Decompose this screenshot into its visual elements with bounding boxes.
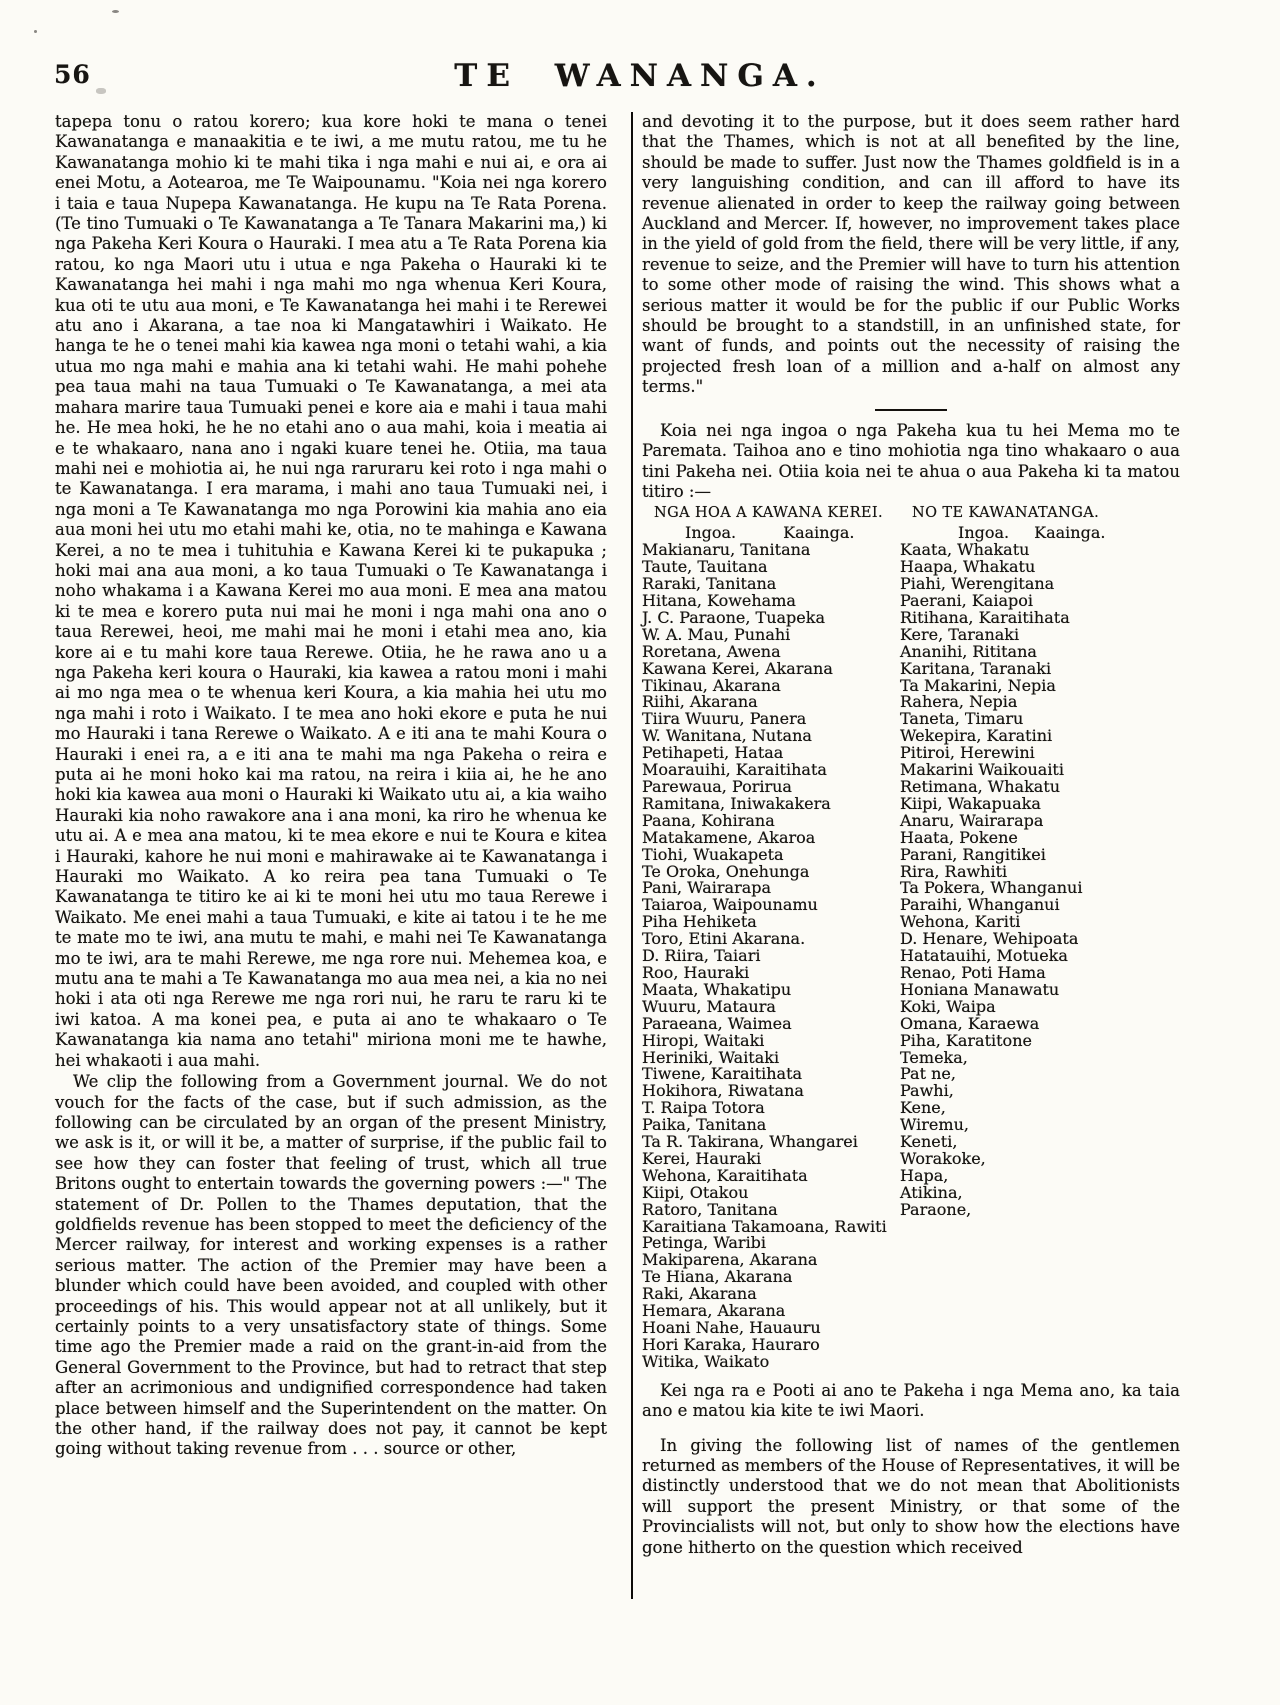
member-entry-kerei: Makianaru, Tanitana [642,540,811,560]
member-entry-kerei: W. Wanitana, Nutana [642,726,812,746]
member-entry-kerei: Ta R. Takirana, Whangarei [642,1132,858,1152]
member-entry-kerei: Hitana, Kowehama [642,591,796,611]
list-row [642,1030,1180,1050]
member-entry-kerei: Ratoro, Tanitana [642,1199,778,1219]
member-entry-kawanatanga: Ananihi, Rititana [900,641,1037,661]
member-entry-kerei: Petihapeti, Hataa [642,743,784,763]
right-column [642,112,1180,1558]
member-entry-kawanatanga: Wiremu, [900,1115,969,1135]
paragraph-maori-government-critique: tapepa tonu o ratou korero; kua kore hoki te mana o tenei Kawanatanga e manaakitia e te iwi, a me mutu ratou, me tu he Kawanatanga mohio ki te mahi tika i nga mahi e nui ai, e ora ai enei Motu, a Aotearoa, me Te Waipounamu. "Koia nei nga korero i taia e taua Nupepa Kawanatanga. He kupu na Te Rata Porena. (Te tino Tumuaki o Te Kawanatanga a Te Tanara Makarini ma,) ki nga Pakeha Keri Koura o Hauraki. I mea atu a Te Rata Porena kia ratou, ko nga Maori utu i utua e nga Pakeha o Hauraki ki te Kawanatanga hei mahi i nga mahi mo nga whenua Keri Koura, kua oti te utu aua moni, e Te Kawanatanga hei mahi i te Rerewei atu ano i Akarana, a tae noa ki Mangatawhiri i Waikato. He hanga te he o tenei mahi kia kawea nga moni o tetahi wahi, a kia utua mo nga mahi e mahia ana ki tetahi wahi. He mahi pohehe pea taua mahi na taua Tumuaki o Te Kawanatanga, a mei ata mahara marire taua Tumuaki penei e kore aia e mahi i taua mahi he. He mea hoki, he he no etahi ano o aua mahi, koia i meatia ai e te whakaaro, nana ano i ngaki kuare tenei he. Otiia, ma taua mahi nei e mohiotia ai, he nui nga raruraru kei roto i nga mahi o te Kawanatanga. I era marama, i mahi ano taua Tumuaki nei, i nga moni a Te Kawanatanga mo nga Porowini kia mahia ano eia aua moni hei utu mo etahi mahi ke, otia, no te mahinga e Kawana Kerei, a no te mea i tuhituhia e Kawana Kerei ki te pukapuka ; hoki mai ana aua moni, a ko taua Tumuaki o Te Kawanatanga i noho whakama i a Kawana Kerei mo aua moni. E mea ana matou ki te mea e korero puta nui mai he moni i nga mahi ona ano o taua Rerewei, heoi, me mahi mai he moni i etahi mea ano, kia kore ai e tu mahi kore taua Rerewe. Otiia, he he rawa ano u a nga Pakeha keri koura o Hauraki, kia kawea a ratou moni i mahi ai mo nga mea o te whenua keri Koura, a kia mahia hei utu mo nga mahi i roto i Waikato. I te mea ano hoki ekore e puta he nui mo Hauraki i tana Rerewe o Waikato. A e iti ana te mahi Koura o Hauraki i enei ra, a e iti ana te mahi ma nga Pakeha o reira e puta ai he moni hoko kai ma ratou, na reira i kiia ai, he he ano hoki kia kawea aua moni o Hauraki ki Waikato utu ai, a kia waiho Hauraki kia noho rawakore ana i ana moni, ka riro he whenua ke utu ai. A e mea ana matou, ki te mea ekore e nui te Koura e kitea i Hauraki, kahore he nui moni e mahirawake ai te Kawanatanga i Hauraki mo Waikato. A ko reira pea tana Tumuaki o Te Kawanatanga te titiro ke ai ki te moni hei utu mo taua Rerewe i Waikato. Me enei mahi a taua Tumuaki, e kite ai tatou i te he me te mate mo te iwi, ana mutu te mahi, e mahi nei Te Kawanatanga mo te iwi, ara te mahi Rerewe, me nga rore nui. Mehemea koa, e mutu ana te mahi a Te Kawanatanga mo aua mea nei, a kia no nei hoki i ata oti nga Rerewe me nga rori nui, he raru te raru ki te iwi katoa. A ma konei pea, e puta ai ano te whakaaro o Te Kawanatanga kia nama ano tetahi" miriona moni me te hawhe, hei whakaoti i aua mahi. [55,112,607,1070]
member-entry-kerei: Hoani Nahe, Hauauru [642,1318,821,1337]
member-entry-kerei: Taiaroa, Waipounamu [642,895,818,915]
member-entry-kerei: Tikinau, Akarana [642,675,781,695]
page-number: 56 [54,60,91,89]
member-entry-kawanatanga: Wehona, Kariti [900,912,1021,932]
members-list [642,504,1180,1370]
member-entry-kawanatanga: Rahera, Nepia [900,692,1018,712]
left-column [55,112,607,1460]
member-entry-kawanatanga: Kaata, Whakatu [900,540,1030,560]
member-entry-kawanatanga: Paerani, Kaiapoi [900,591,1033,611]
member-entry-kerei: Tiira Wuuru, Panera [642,709,807,729]
member-entry-kawanatanga [900,1303,1180,1320]
member-entry-kerei: Raki, Akarana [642,1284,757,1304]
member-entry-kerei: J. C. Paraone, Tuapeka [642,607,825,627]
member-entry-kawanatanga [900,1286,1180,1303]
paragraph-english-elections-note: In giving the following list of names of the gentlemen returned as members of the House of Representatives, it will be distinctly understood that we do not mean that Abolitionists will support the present Ministry, or that some of the Provincialists will not, but only to show how the elections have gone hitherto on the question which received [642,1435,1180,1557]
list-header-kawana-kerei: NGA HOA A KAWANA KEREI. [654,505,884,522]
member-entry-kawanatanga: Makarini Waikouaiti [900,760,1064,780]
member-entry-kerei: Paana, Kohirana [642,810,775,830]
member-entry-kawanatanga: Paraihi, Whanganui [900,895,1060,915]
member-entry-kerei: Makiparena, Akarana [642,1250,818,1270]
member-entry-kerei: Tiohi, Wuakapeta [642,844,784,864]
member-entry-kawanatanga: Haapa, Whakatu [900,557,1036,577]
subheader-ingoa-left: Ingoa. [685,523,737,543]
member-entry-kawanatanga: Atikina, [900,1182,963,1202]
two-column-layout [0,112,1280,1599]
member-entry-kerei: Toro, Etini Akarana. [642,929,806,949]
member-entry-kerei: Raraki, Tanitana [642,574,777,594]
paragraph-maori-pooti-note: Kei nga ra e Pooti ai ano te Pakeha i nga Mema ano, ka taia ano e matou kia kite te iwi Maori. [642,1380,1180,1421]
member-entry-kerei: Hemara, Akarana [642,1301,786,1321]
list-row [642,844,1180,864]
member-entry-kerei: Hokihora, Riwatana [642,1081,804,1101]
subheader-kaainga-left: Kaainga. [783,523,855,543]
list-row [642,1351,1180,1371]
member-entry-kawanatanga: Ta Pokera, Whanganui [900,878,1083,898]
member-entry-kerei: Ramitana, Iniwakakera [642,793,831,813]
paragraph-maori-members-intro: Koia nei nga ingoa o nga Pakeha kua tu hei Mema mo te Paremata. Taihoa ano e tino mohiotia nga tino whakaaro o aua tini Pakeha nei. Otiia koia nei te ahua o aua Pakeha ki ta matou titiro :— [642,420,1180,501]
member-entry-kerei: Petinga, Waribi [642,1233,767,1253]
member-entry-kawanatanga: Haata, Pokene [900,827,1018,847]
member-entry-kawanatanga: Worakoke, [900,1148,986,1168]
member-entry-kerei: W. A. Mau, Punahi [642,624,791,644]
member-entry-kawanatanga [900,1337,1180,1354]
member-entry-kawanatanga: Karitana, Taranaki [900,658,1052,678]
member-entry-kawanatanga: Ta Makarini, Nepia [900,675,1056,695]
paragraph-english-thames-continuation: and devoting it to the purpose, but it does seem rather hard that the Thames, which is not at all benefited by the line, should be made to suffer. Just now the Thames goldfield is in a very languishing condition, and can ill afford to have its revenue alienated in order to keep the railway going between Auckland and Mercer. If, however, no improvement takes place in the yield of gold from the field, there will be very little, if any, revenue to seize, and the Premier will have to turn his attention to some other mode of raising the wind. This shows what a serious matter it would be for the public if our Public Works should be brought to a standstill, in an unfinished state, for want of funds, and points out the necessity of raising the projected fresh loan of a million and a-half on almost any terms." [642,112,1180,397]
member-entry-kerei: Roo, Hauraki [642,962,750,982]
member-entry-kawanatanga: Ritihana, Karaitihata [900,607,1070,627]
member-entry-kawanatanga: Pat ne, [900,1064,956,1084]
page-title: TE WANANGA. [454,58,826,94]
member-entry-kawanatanga: Kene, [900,1098,946,1118]
member-entry-kerei: Paika, Tanitana [642,1115,767,1135]
member-entry-kerei: Paraeana, Waimea [642,1013,792,1033]
member-entry-kawanatanga: Piahi, Werengitana [900,574,1055,594]
member-entry-kawanatanga: Rira, Rawhiti [900,861,1008,881]
member-entry-kawanatanga: Piha, Karatitone [900,1030,1032,1050]
member-entry-kerei: Wuuru, Mataura [642,996,776,1016]
page-header [0,0,1280,112]
members-list-rows [642,542,1180,1370]
column-divider-rule [631,112,633,1599]
member-entry-kerei: T. Raipa Totora [642,1098,765,1118]
member-entry-kerei: Heriniki, Waitaki [642,1047,780,1067]
member-entry-kawanatanga: Koki, Waipa [900,996,996,1016]
section-divider-rule [875,409,947,411]
member-entry-kawanatanga [900,1235,1180,1252]
member-entry-kerei: Pani, Wairarapa [642,878,772,898]
member-entry-kawanatanga: Pawhi, [900,1081,954,1101]
member-entry-kerei: Piha Hehiketa [642,912,757,932]
member-entry-kawanatanga: Retimana, Whakatu [900,777,1061,796]
member-entry-kawanatanga [900,1354,1180,1371]
member-entry-kawanatanga: Parani, Rangitikei [900,844,1046,864]
member-entry-kawanatanga: Pitiroi, Herewini [900,743,1035,763]
member-entry-kerei: Witika, Waikato [642,1351,770,1371]
member-entry-kawanatanga: Renao, Poti Hama [900,962,1046,982]
member-entry-kawanatanga: Taneta, Timaru [900,709,1024,729]
member-entry-kerei: Moarauihi, Karaitihata [642,760,827,780]
member-entry-kawanatanga [900,1219,1180,1236]
member-entry-kawanatanga: Keneti, [900,1132,958,1152]
member-entry-kerei: Te Hiana, Akarana [642,1267,793,1287]
member-entry-kerei: Wehona, Karaitihata [642,1165,808,1185]
paragraph-english-government-journal: We clip the following from a Government journal. We do not vouch for the facts of the case, but if such admission, as the following can be circulated by an organ of the present Ministry, we ask is it, or will it be, a matter of surprise, if the public fail to see how they can foster that feeling of trust, which all true Britons ought to entertain towards the governing powers :—" The statement of Dr. Pollen to the Thames deputation, that the goldfields revenue has been stopped to meet the deficiency of the Mercer railway, for interest and working expenses is a rather serious matter. The action of the Premier may have been a blunder which could have been avoided, and coupled with other proceedings of his. This would appear not at all unlikely, but it certainly points to a very unsatisfactory state of things. Some time ago the Premier made a raid on the grant-in-aid from the General Government to the Province, but had to retract that step after an acrimonious and undignified correspondence had taken place between himself and the Superintendent on the matter. On the other hand, if the railway does not pay, it cannot be kept going without taking revenue from . . . source or other, [55,1072,607,1459]
member-entry-kawanatanga: Honiana Manawatu [900,979,1060,999]
member-entry-kerei: Tiwene, Karaitihata [642,1064,803,1084]
member-entry-kerei: Riihi, Akarana [642,692,758,712]
member-entry-kerei: Maata, Whakatipu [642,979,792,999]
member-entry-kerei: Parewaua, Porirua [642,777,792,796]
member-entry-kawanatanga: Paraone, [900,1199,972,1219]
member-entry-kerei: Taute, Tauitana [642,557,768,577]
member-entry-kerei: Roretana, Awena [642,641,781,661]
member-entry-kawanatanga [900,1252,1180,1269]
member-entry-kawanatanga: Hapa, [900,1165,949,1185]
member-entry-kerei: Hiropi, Waitaki [642,1030,765,1050]
member-entry-kawanatanga: Anaru, Wairarapa [900,810,1044,830]
member-entry-kawanatanga: Kiipi, Wakapuaka [900,793,1041,813]
member-entry-kerei: D. Riira, Taiari [642,946,761,966]
member-entry-kerei: Karaitiana Takamoana, Rawiti [642,1216,887,1236]
member-entry-kawanatanga: Kere, Taranaki [900,624,1020,644]
member-entry-kawanatanga: Omana, Karaewa [900,1013,1040,1033]
member-entry-kawanatanga: Temeka, [900,1047,968,1067]
member-entry-kawanatanga [900,1320,1180,1337]
member-entry-kawanatanga: Hatatauihi, Motueka [900,946,1068,966]
subheader-ingoa-right: Ingoa. [958,523,1010,543]
member-entry-kerei: Te Oroka, Onehunga [642,861,810,881]
member-entry-kerei: Hori Karaka, Hauraro [642,1334,820,1354]
member-entry-kerei: Kerei, Hauraki [642,1148,762,1168]
subheader-kaainga-right: Kaainga. [1034,523,1106,543]
members-list-headers [642,504,1180,523]
member-entry-kawanatanga: Wekepira, Karatini [900,726,1053,746]
member-entry-kerei: Kawana Kerei, Akarana [642,658,833,678]
member-entry-kerei: Matakamene, Akaroa [642,827,816,847]
member-entry-kerei: Kiipi, Otakou [642,1182,749,1202]
member-entry-kawanatanga [900,1269,1180,1286]
list-header-kawanatanga: NO TE KAWANATANGA. [912,505,1100,522]
member-entry-kawanatanga: D. Henare, Wehipoata [900,929,1079,949]
